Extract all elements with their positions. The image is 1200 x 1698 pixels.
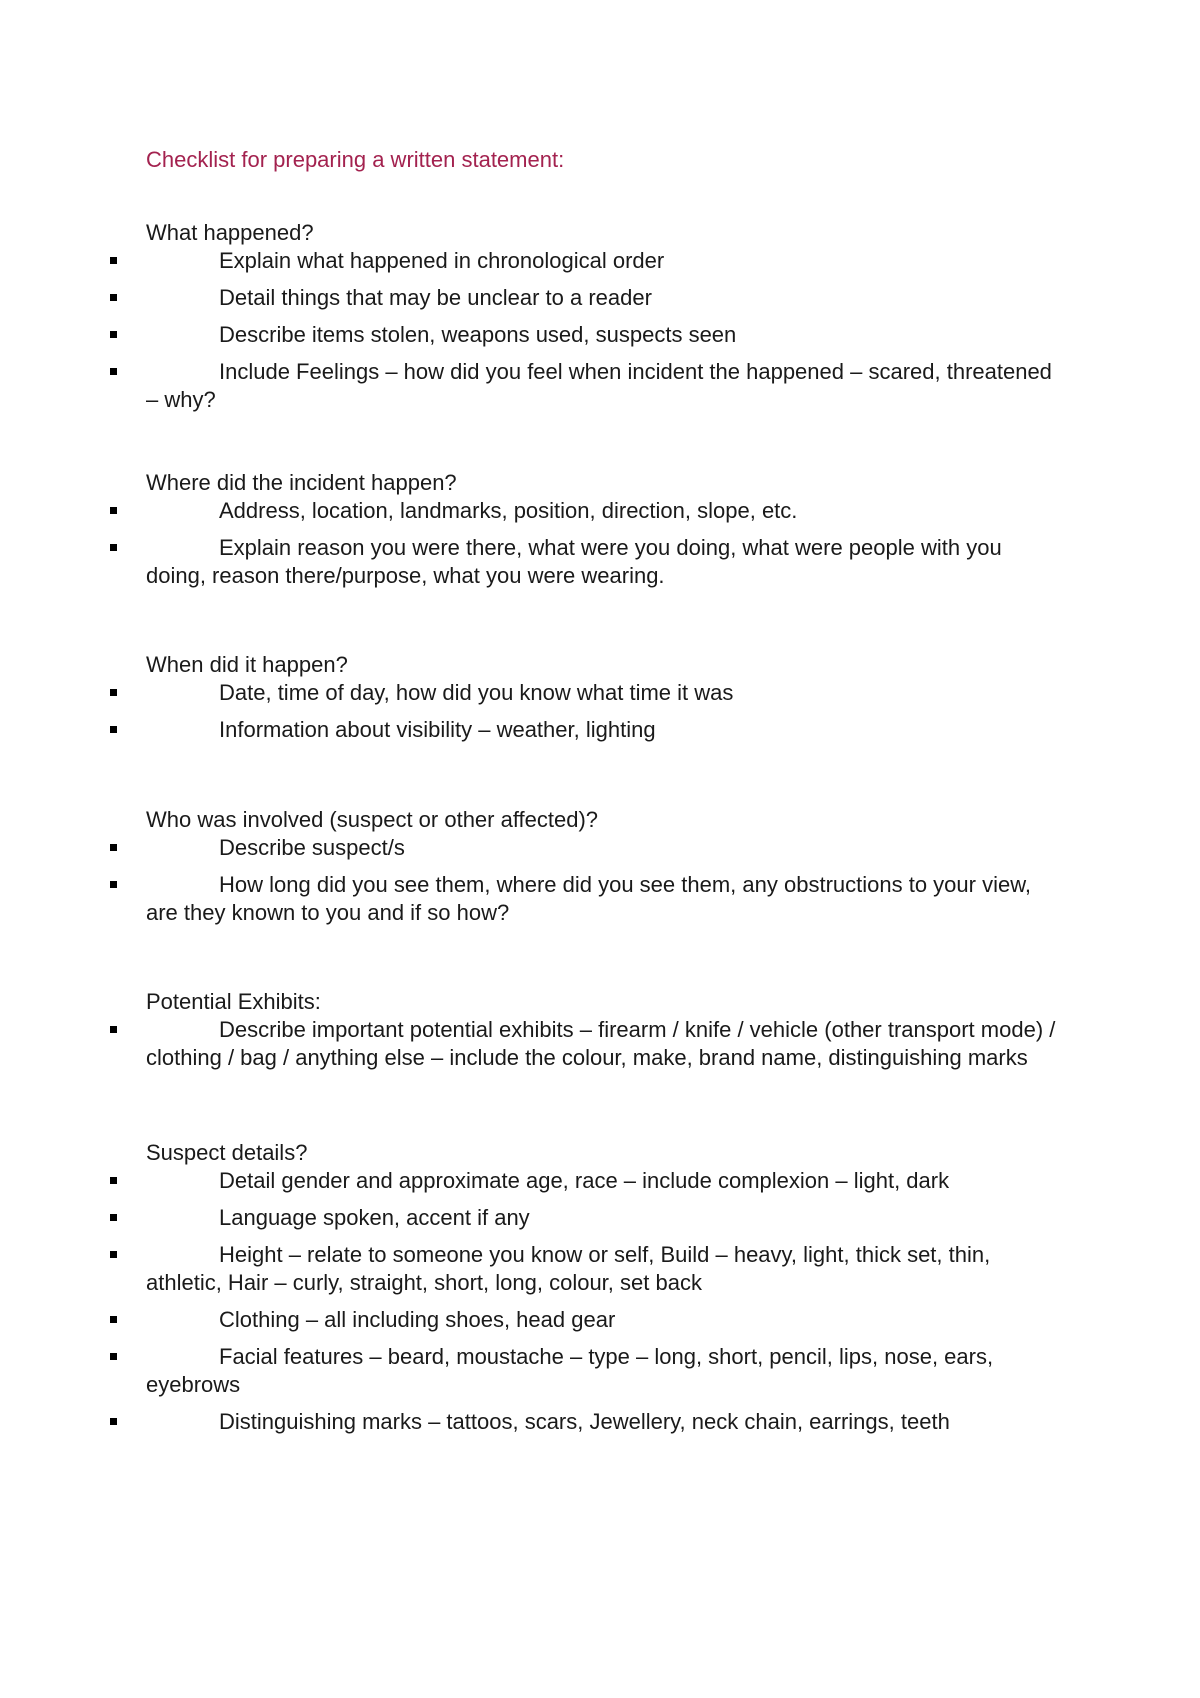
list-item: Explain reason you were there, what were you doing, what were people with you doing, reason there/purpose, what you were wearing. <box>0 534 1066 590</box>
section-heading: Who was involved (suspect or other affected)? <box>146 807 599 832</box>
list-item: How long did you see them, where did you see them, any obstructions to your view, are they known to you and if so how? <box>0 871 1066 927</box>
section-what-happened <box>0 219 1200 414</box>
list-item: Describe important potential exhibits – firearm / knife / vehicle (other transport mode) / clothing / bag / anything else – include the colour, make, brand name, distinguishing marks <box>0 1016 1066 1072</box>
square-bullet-icon <box>110 726 117 733</box>
list-item: Detail gender and approximate age, race – include complexion – light, dark <box>0 1167 1066 1195</box>
list-item: Facial features – beard, moustache – type – long, short, pencil, lips, nose, ears, eyebrows <box>0 1343 1066 1399</box>
list-item: Language spoken, accent if any <box>0 1204 1066 1232</box>
list-item: Detail things that may be unclear to a reader <box>0 284 1066 312</box>
list-item: Describe suspect/s <box>0 834 1066 862</box>
square-bullet-icon <box>110 1251 117 1258</box>
list-item: Height – relate to someone you know or self, Build – heavy, light, thick set, thin, athletic, Hair – curly, straight, short, long, colour, set back <box>0 1241 1066 1297</box>
checklist <box>0 1016 1200 1072</box>
document-title: Checklist for preparing a written statement: <box>146 147 565 172</box>
square-bullet-icon <box>110 507 117 514</box>
section-heading: When did it happen? <box>146 652 348 677</box>
section-potential-exhibits <box>0 988 1200 1072</box>
square-bullet-icon <box>110 331 117 338</box>
list-item: Clothing – all including shoes, head gear <box>0 1306 1066 1334</box>
list-item: Include Feelings – how did you feel when incident the happened – scared, threatened – why? <box>0 358 1066 414</box>
square-bullet-icon <box>110 689 117 696</box>
section-heading: Suspect details? <box>146 1140 308 1165</box>
square-bullet-icon <box>110 544 117 551</box>
section-who <box>0 806 1200 927</box>
square-bullet-icon <box>110 368 117 375</box>
section-where <box>0 469 1200 590</box>
square-bullet-icon <box>110 1353 117 1360</box>
square-bullet-icon <box>110 257 117 264</box>
checklist <box>0 679 1200 744</box>
square-bullet-icon <box>110 1177 117 1184</box>
square-bullet-icon <box>110 844 117 851</box>
square-bullet-icon <box>110 294 117 301</box>
square-bullet-icon <box>110 1026 117 1033</box>
square-bullet-icon <box>110 1418 117 1425</box>
section-when <box>0 651 1200 744</box>
list-item: Information about visibility – weather, lighting <box>0 716 1066 744</box>
square-bullet-icon <box>110 1214 117 1221</box>
checklist <box>0 247 1200 414</box>
section-heading: What happened? <box>146 220 314 245</box>
section-suspect-details <box>0 1139 1200 1436</box>
checklist <box>0 834 1200 927</box>
list-item: Explain what happened in chronological order <box>0 247 1066 275</box>
checklist <box>0 1167 1200 1436</box>
list-item: Address, location, landmarks, position, direction, slope, etc. <box>0 497 1066 525</box>
section-heading: Where did the incident happen? <box>146 470 457 495</box>
section-heading: Potential Exhibits: <box>146 989 321 1014</box>
list-item: Describe items stolen, weapons used, suspects seen <box>0 321 1066 349</box>
checklist <box>0 497 1200 590</box>
list-item: Date, time of day, how did you know what time it was <box>0 679 1066 707</box>
square-bullet-icon <box>110 1316 117 1323</box>
square-bullet-icon <box>110 881 117 888</box>
list-item: Distinguishing marks – tattoos, scars, Jewellery, neck chain, earrings, teeth <box>0 1408 1066 1436</box>
